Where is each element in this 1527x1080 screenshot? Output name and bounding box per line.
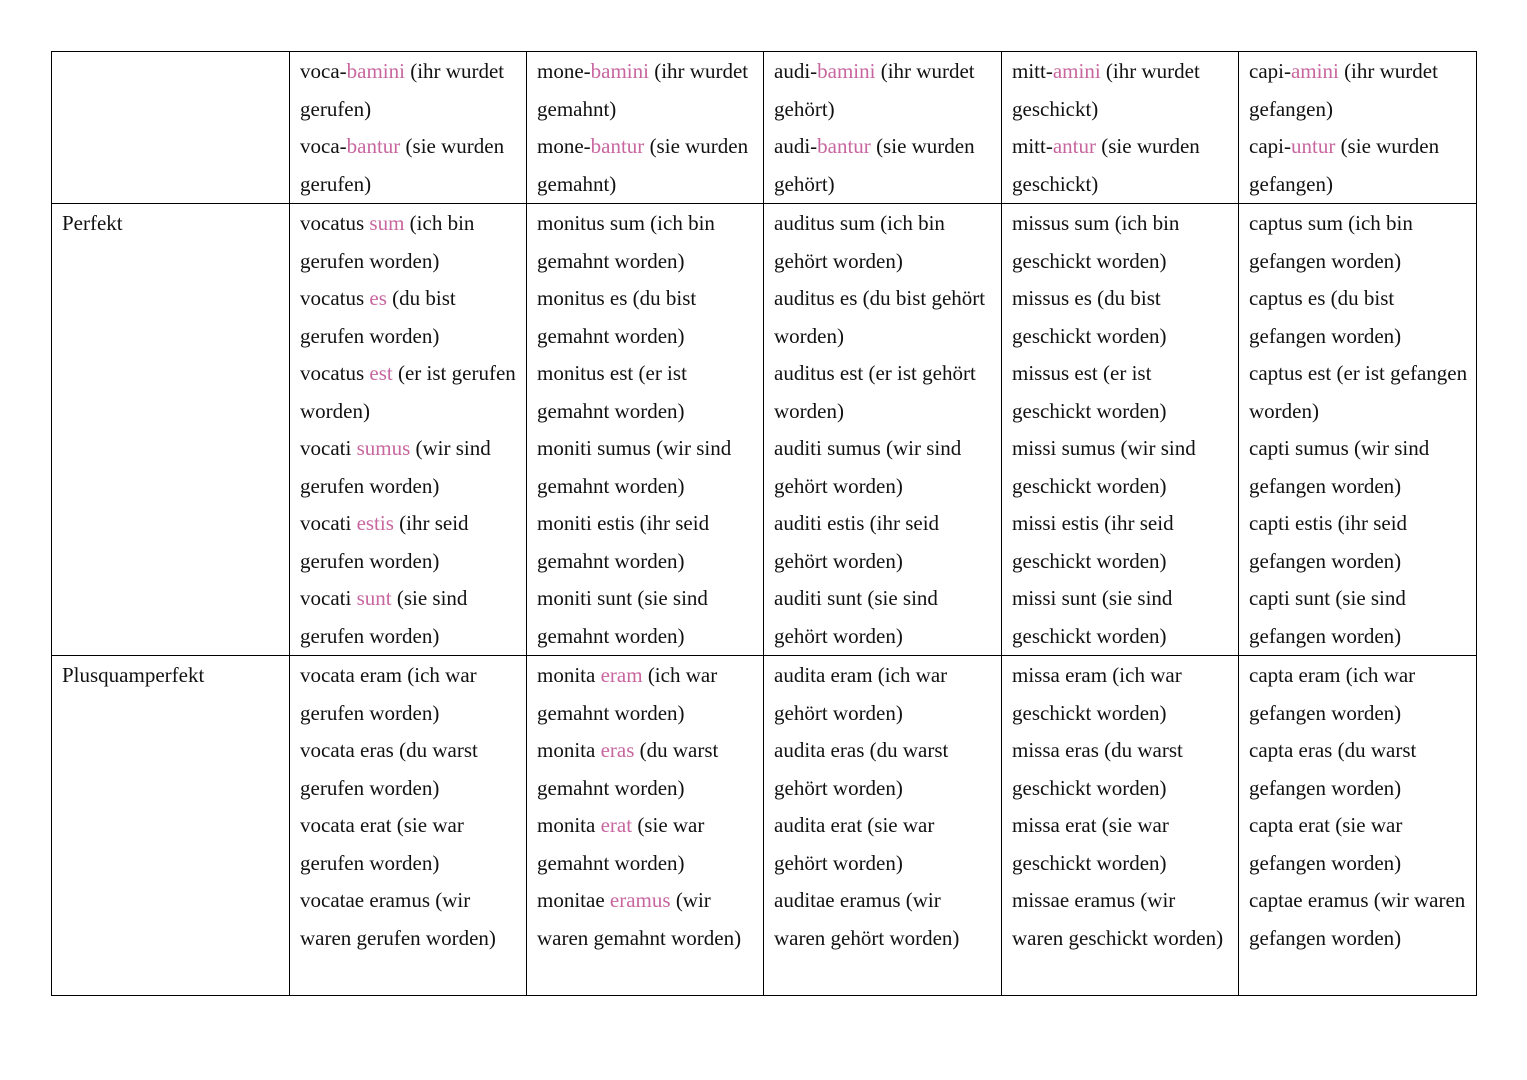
conjugation-form <box>1012 355 1230 430</box>
form-text: voca- <box>300 134 347 158</box>
form-text: monita <box>537 813 601 837</box>
ending-highlight: amini <box>1290 59 1339 83</box>
conjugation-form <box>1012 280 1230 355</box>
form-text: mone- <box>537 59 591 83</box>
conjugation-form <box>774 580 993 655</box>
conjugation-form <box>537 580 755 655</box>
conjugation-form <box>1012 128 1230 203</box>
ending-highlight: sumus <box>356 436 411 460</box>
conjugation-form <box>1249 505 1468 580</box>
conjugation-form <box>300 205 518 280</box>
ending-highlight: eras <box>600 738 635 762</box>
form-text: missi estis (ihr seid geschickt worden) <box>1012 511 1174 573</box>
conjugation-form <box>1249 882 1468 957</box>
form-text: mitt- <box>1012 134 1053 158</box>
conjugation-form <box>1249 53 1468 128</box>
tense-label-cell <box>52 656 290 996</box>
form-text: mone- <box>537 134 591 158</box>
form-text: missi sunt (sie sind geschickt worden) <box>1012 586 1173 648</box>
form-text: (sie sind gerufen worden) <box>300 586 468 648</box>
form-text: captae eramus (wir waren gefangen worden) <box>1249 888 1466 950</box>
form-text: missa eram (ich war geschickt worden) <box>1012 663 1182 725</box>
form-text: vocata eram (ich war gerufen worden) <box>300 663 477 725</box>
form-cell <box>1002 656 1239 996</box>
conjugation-form <box>300 732 518 807</box>
conjugation-form <box>1012 505 1230 580</box>
tense-label-cell <box>52 204 290 656</box>
ending-highlight: sunt <box>356 586 392 610</box>
conjugation-form <box>774 657 993 732</box>
conjugation-form <box>537 505 755 580</box>
ending-highlight: estis <box>356 511 394 535</box>
conjugation-form <box>774 53 993 128</box>
conjugation-form <box>1249 430 1468 505</box>
ending-highlight: bamini <box>346 59 405 83</box>
form-cell <box>527 52 764 204</box>
conjugation-form <box>537 355 755 430</box>
form-text: vocatus <box>300 361 370 385</box>
conjugation-form <box>537 732 755 807</box>
form-text: monitus est (er ist gemahnt worden) <box>537 361 687 423</box>
form-text: monitus es (du bist gemahnt worden) <box>537 286 697 348</box>
form-text: (ihr seid gerufen worden) <box>300 511 469 573</box>
conjugation-form <box>1012 807 1230 882</box>
conjugation-form <box>537 53 755 128</box>
conjugation-form <box>774 732 993 807</box>
conjugation-form <box>537 280 755 355</box>
conjugation-form <box>1249 580 1468 655</box>
form-text: capta erat (sie war gefangen worden) <box>1249 813 1403 875</box>
conjugation-form <box>300 882 518 957</box>
tense-label: Plusquamperfekt <box>62 663 205 687</box>
form-text: missae eramus (wir waren geschickt worden) <box>1012 888 1224 950</box>
form-text: (wir sind gerufen worden) <box>300 436 491 498</box>
conjugation-form <box>1249 657 1468 732</box>
conjugation-form <box>537 882 755 957</box>
form-text: monitae <box>537 888 610 912</box>
ending-highlight: bamini <box>590 59 649 83</box>
form-text: audita eras (du warst gehört worden) <box>774 738 949 800</box>
conjugation-form <box>1249 128 1468 203</box>
conjugation-form <box>300 657 518 732</box>
conjugation-form <box>1249 280 1468 355</box>
form-text: (sie wurden gemahnt) <box>537 134 749 196</box>
form-text: auditus sum (ich bin gehört worden) <box>774 211 945 273</box>
form-text: (wir waren gemahnt worden) <box>537 888 742 950</box>
ending-highlight: bantur <box>346 134 401 158</box>
conjugation-form <box>300 430 518 505</box>
form-cell <box>1002 52 1239 204</box>
form-text: audi- <box>774 59 818 83</box>
form-cell <box>1239 52 1477 204</box>
form-text: vocati <box>300 511 357 535</box>
form-text: (sie wurden gerufen) <box>300 134 505 196</box>
conjugation-form <box>537 205 755 280</box>
form-cell <box>764 204 1002 656</box>
form-text: captus est (er ist gefangen worden) <box>1249 361 1468 423</box>
form-text: voca- <box>300 59 347 83</box>
conjugation-form <box>1249 732 1468 807</box>
form-text: vocata erat (sie war gerufen worden) <box>300 813 464 875</box>
conjugation-form <box>774 205 993 280</box>
form-text: vocati <box>300 436 357 460</box>
form-text: monita <box>537 663 601 687</box>
form-text: (ich war gemahnt worden) <box>537 663 718 725</box>
form-text: auditi sumus (wir sind gehört worden) <box>774 436 962 498</box>
form-text: (ihr wurdet gemahnt) <box>537 59 749 121</box>
form-cell <box>764 656 1002 996</box>
form-text: (du warst gemahnt worden) <box>537 738 719 800</box>
conjugation-form <box>1012 53 1230 128</box>
form-text: missa eras (du warst geschickt worden) <box>1012 738 1183 800</box>
form-text: audita eram (ich war gehört worden) <box>774 663 948 725</box>
form-cell <box>764 52 1002 204</box>
conjugation-form <box>300 128 518 203</box>
ending-highlight: antur <box>1052 134 1096 158</box>
table-row-imperfekt-continued <box>52 52 1477 204</box>
conjugation-form <box>537 128 755 203</box>
conjugation-form <box>1249 807 1468 882</box>
conjugation-form <box>774 430 993 505</box>
form-text: (sie wurden gehört) <box>774 134 975 196</box>
form-text: capti sumus (wir sind gefangen worden) <box>1249 436 1430 498</box>
form-text: (sie wurden gefangen) <box>1249 134 1440 196</box>
form-text: moniti sumus (wir sind gemahnt worden) <box>537 436 732 498</box>
conjugation-form <box>300 580 518 655</box>
conjugation-form <box>1012 430 1230 505</box>
form-text: capti sunt (sie sind gefangen worden) <box>1249 586 1406 648</box>
form-text: missus sum (ich bin geschickt worden) <box>1012 211 1180 273</box>
form-text: missa erat (sie war geschickt worden) <box>1012 813 1169 875</box>
ending-highlight: amini <box>1052 59 1101 83</box>
conjugation-form <box>774 505 993 580</box>
form-text: (ihr wurdet geschickt) <box>1012 59 1200 121</box>
conjugation-form <box>774 128 993 203</box>
conjugation-form <box>300 53 518 128</box>
ending-highlight: erat <box>600 813 633 837</box>
form-text: (ihr wurdet gefangen) <box>1249 59 1438 121</box>
form-text: monitus sum (ich bin gemahnt worden) <box>537 211 715 273</box>
conjugation-form <box>774 882 993 957</box>
form-text: captus sum (ich bin gefangen worden) <box>1249 211 1413 273</box>
form-text: vocatus <box>300 211 370 235</box>
ending-highlight: sum <box>369 211 405 235</box>
form-text: (du bist gerufen worden) <box>300 286 456 348</box>
form-cell <box>527 204 764 656</box>
form-text: auditi sunt (sie sind gehört worden) <box>774 586 938 648</box>
conjugation-form <box>1012 205 1230 280</box>
form-text: moniti estis (ihr seid gemahnt worden) <box>537 511 710 573</box>
form-text: captus es (du bist gefangen worden) <box>1249 286 1402 348</box>
table-row-plusquamperfekt <box>52 656 1477 996</box>
form-text: vocati <box>300 586 357 610</box>
conjugation-form <box>537 430 755 505</box>
conjugation-form <box>300 355 518 430</box>
ending-highlight: bantur <box>817 134 871 158</box>
form-text: vocatae eramus (wir waren gerufen worden) <box>300 888 496 950</box>
conjugation-form <box>774 807 993 882</box>
form-text: vocata eras (du warst gerufen worden) <box>300 738 478 800</box>
conjugation-form <box>1012 732 1230 807</box>
form-text: mitt- <box>1012 59 1053 83</box>
ending-highlight: eram <box>600 663 643 687</box>
form-text: (sie wurden geschickt) <box>1012 134 1200 196</box>
table-row-perfekt <box>52 204 1477 656</box>
conjugation-form <box>300 505 518 580</box>
tense-label: Perfekt <box>62 211 123 235</box>
form-text: (ihr wurdet gerufen) <box>300 59 505 121</box>
form-text: audi- <box>774 134 818 158</box>
form-text: moniti sunt (sie sind gemahnt worden) <box>537 586 708 648</box>
form-cell <box>290 656 527 996</box>
form-text: (er ist gerufen worden) <box>300 361 516 423</box>
conjugation-form <box>1249 205 1468 280</box>
ending-highlight: es <box>369 286 387 310</box>
form-cell <box>1002 204 1239 656</box>
conjugation-form <box>1012 657 1230 732</box>
form-text: auditae eramus (wir waren gehört worden) <box>774 888 960 950</box>
conjugation-form <box>1249 355 1468 430</box>
ending-highlight: eramus <box>609 888 671 912</box>
ending-highlight: est <box>369 361 393 385</box>
ending-highlight: bantur <box>590 134 645 158</box>
form-text: missi sumus (wir sind geschickt worden) <box>1012 436 1196 498</box>
form-text: vocatus <box>300 286 370 310</box>
form-text: audita erat (sie war gehört worden) <box>774 813 935 875</box>
form-text: monita <box>537 738 601 762</box>
form-text: auditus es (du bist gehört worden) <box>774 286 986 348</box>
form-text: (ich bin gerufen worden) <box>300 211 475 273</box>
form-text: missus es (du bist geschickt worden) <box>1012 286 1167 348</box>
form-text: (ihr wurdet gehört) <box>774 59 975 121</box>
form-cell <box>290 52 527 204</box>
form-cell <box>527 656 764 996</box>
tense-label-cell <box>52 52 290 204</box>
conjugation-form <box>1012 580 1230 655</box>
conjugation-form <box>774 355 993 430</box>
form-text: capi- <box>1249 59 1291 83</box>
form-cell <box>1239 656 1477 996</box>
conjugation-form <box>774 280 993 355</box>
conjugation-form <box>300 807 518 882</box>
conjugation-form <box>1012 882 1230 957</box>
ending-highlight: bamini <box>817 59 876 83</box>
form-text: auditus est (er ist gehört worden) <box>774 361 976 423</box>
form-text: auditi estis (ihr seid gehört worden) <box>774 511 940 573</box>
conjugation-form <box>537 657 755 732</box>
form-text: capi- <box>1249 134 1291 158</box>
form-cell <box>290 204 527 656</box>
ending-highlight: untur <box>1290 134 1336 158</box>
form-text: capti estis (ihr seid gefangen worden) <box>1249 511 1408 573</box>
form-text: capta eram (ich war gefangen worden) <box>1249 663 1416 725</box>
form-text: capta eras (du warst gefangen worden) <box>1249 738 1417 800</box>
conjugation-form <box>300 280 518 355</box>
form-cell <box>1239 204 1477 656</box>
form-text: (sie war gemahnt worden) <box>537 813 705 875</box>
conjugation-form <box>537 807 755 882</box>
form-text: missus est (er ist geschickt worden) <box>1012 361 1167 423</box>
conjugation-table <box>51 51 1477 996</box>
